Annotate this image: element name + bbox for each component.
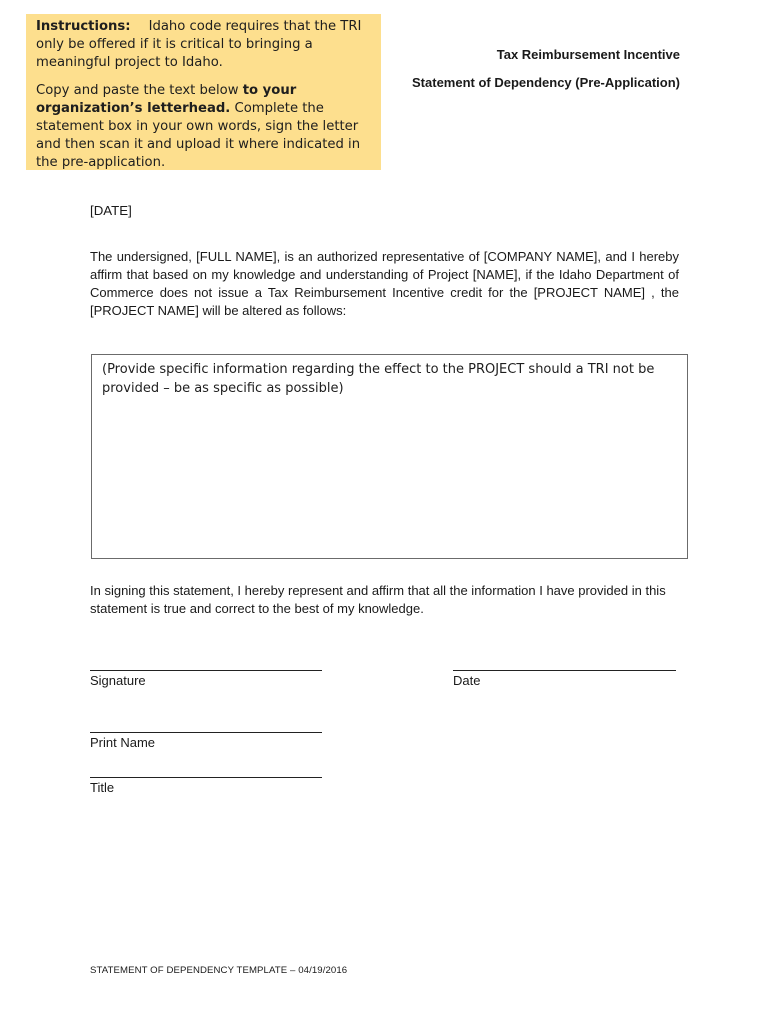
signature-line[interactable]	[90, 670, 322, 671]
document-subtitle: Statement of Dependency (Pre-Application)	[412, 75, 680, 90]
document-title: Tax Reimbursement Incentive	[496, 47, 680, 62]
instructions-text-2-bold: to your organization’s letterhead.	[36, 83, 297, 116]
page-footer: STATEMENT OF DEPENDENCY TEMPLATE – 04/19/2016	[90, 965, 348, 976]
title-label: Title	[90, 780, 115, 795]
print-name-label: Print Name	[90, 735, 156, 750]
date-label: Date	[453, 673, 481, 688]
instructions-text-2a: Copy and paste the text below	[36, 83, 243, 98]
date-placeholder: [DATE]	[90, 203, 132, 218]
signature-label: Signature	[90, 673, 146, 688]
instructions-box	[26, 14, 381, 170]
instructions-paragraph-2	[36, 82, 371, 170]
closing-paragraph: In signing this statement, I hereby represent and affirm that all the information I have provided in this statement is true and correct to the best of my knowledge.	[90, 583, 666, 616]
affirmation-paragraph: The undersigned, [FULL NAME], is an authorized representative of [COMPANY NAME], and I hereby affirm that based on my knowledge and understanding of Project [NAME], if the Idaho Department of Commerce does not issue a Tax Reimbursement Incentive credit for the [PROJECT NAME] , the [PROJECT NAME] will be altered as follows:	[90, 249, 679, 318]
instructions-text-1: Idaho code requires that the TRI only be offered if it is critical to bringing a meaningful project to Idaho.	[36, 19, 362, 70]
instructions-lead: Instructions:	[36, 19, 131, 34]
statement-box[interactable]: (Provide specific information regarding the effect to the PROJECT should a TRI not be provided – be as specific as possible)	[91, 354, 688, 559]
instructions-paragraph-1	[36, 18, 371, 72]
date-line[interactable]	[453, 670, 676, 671]
instructions-text-2b: Complete the statement box in your own words, sign the letter and then scan it and upload it where indicated in the pre-application.	[36, 101, 361, 170]
title-line[interactable]	[90, 777, 322, 778]
print-name-line[interactable]	[90, 732, 322, 733]
